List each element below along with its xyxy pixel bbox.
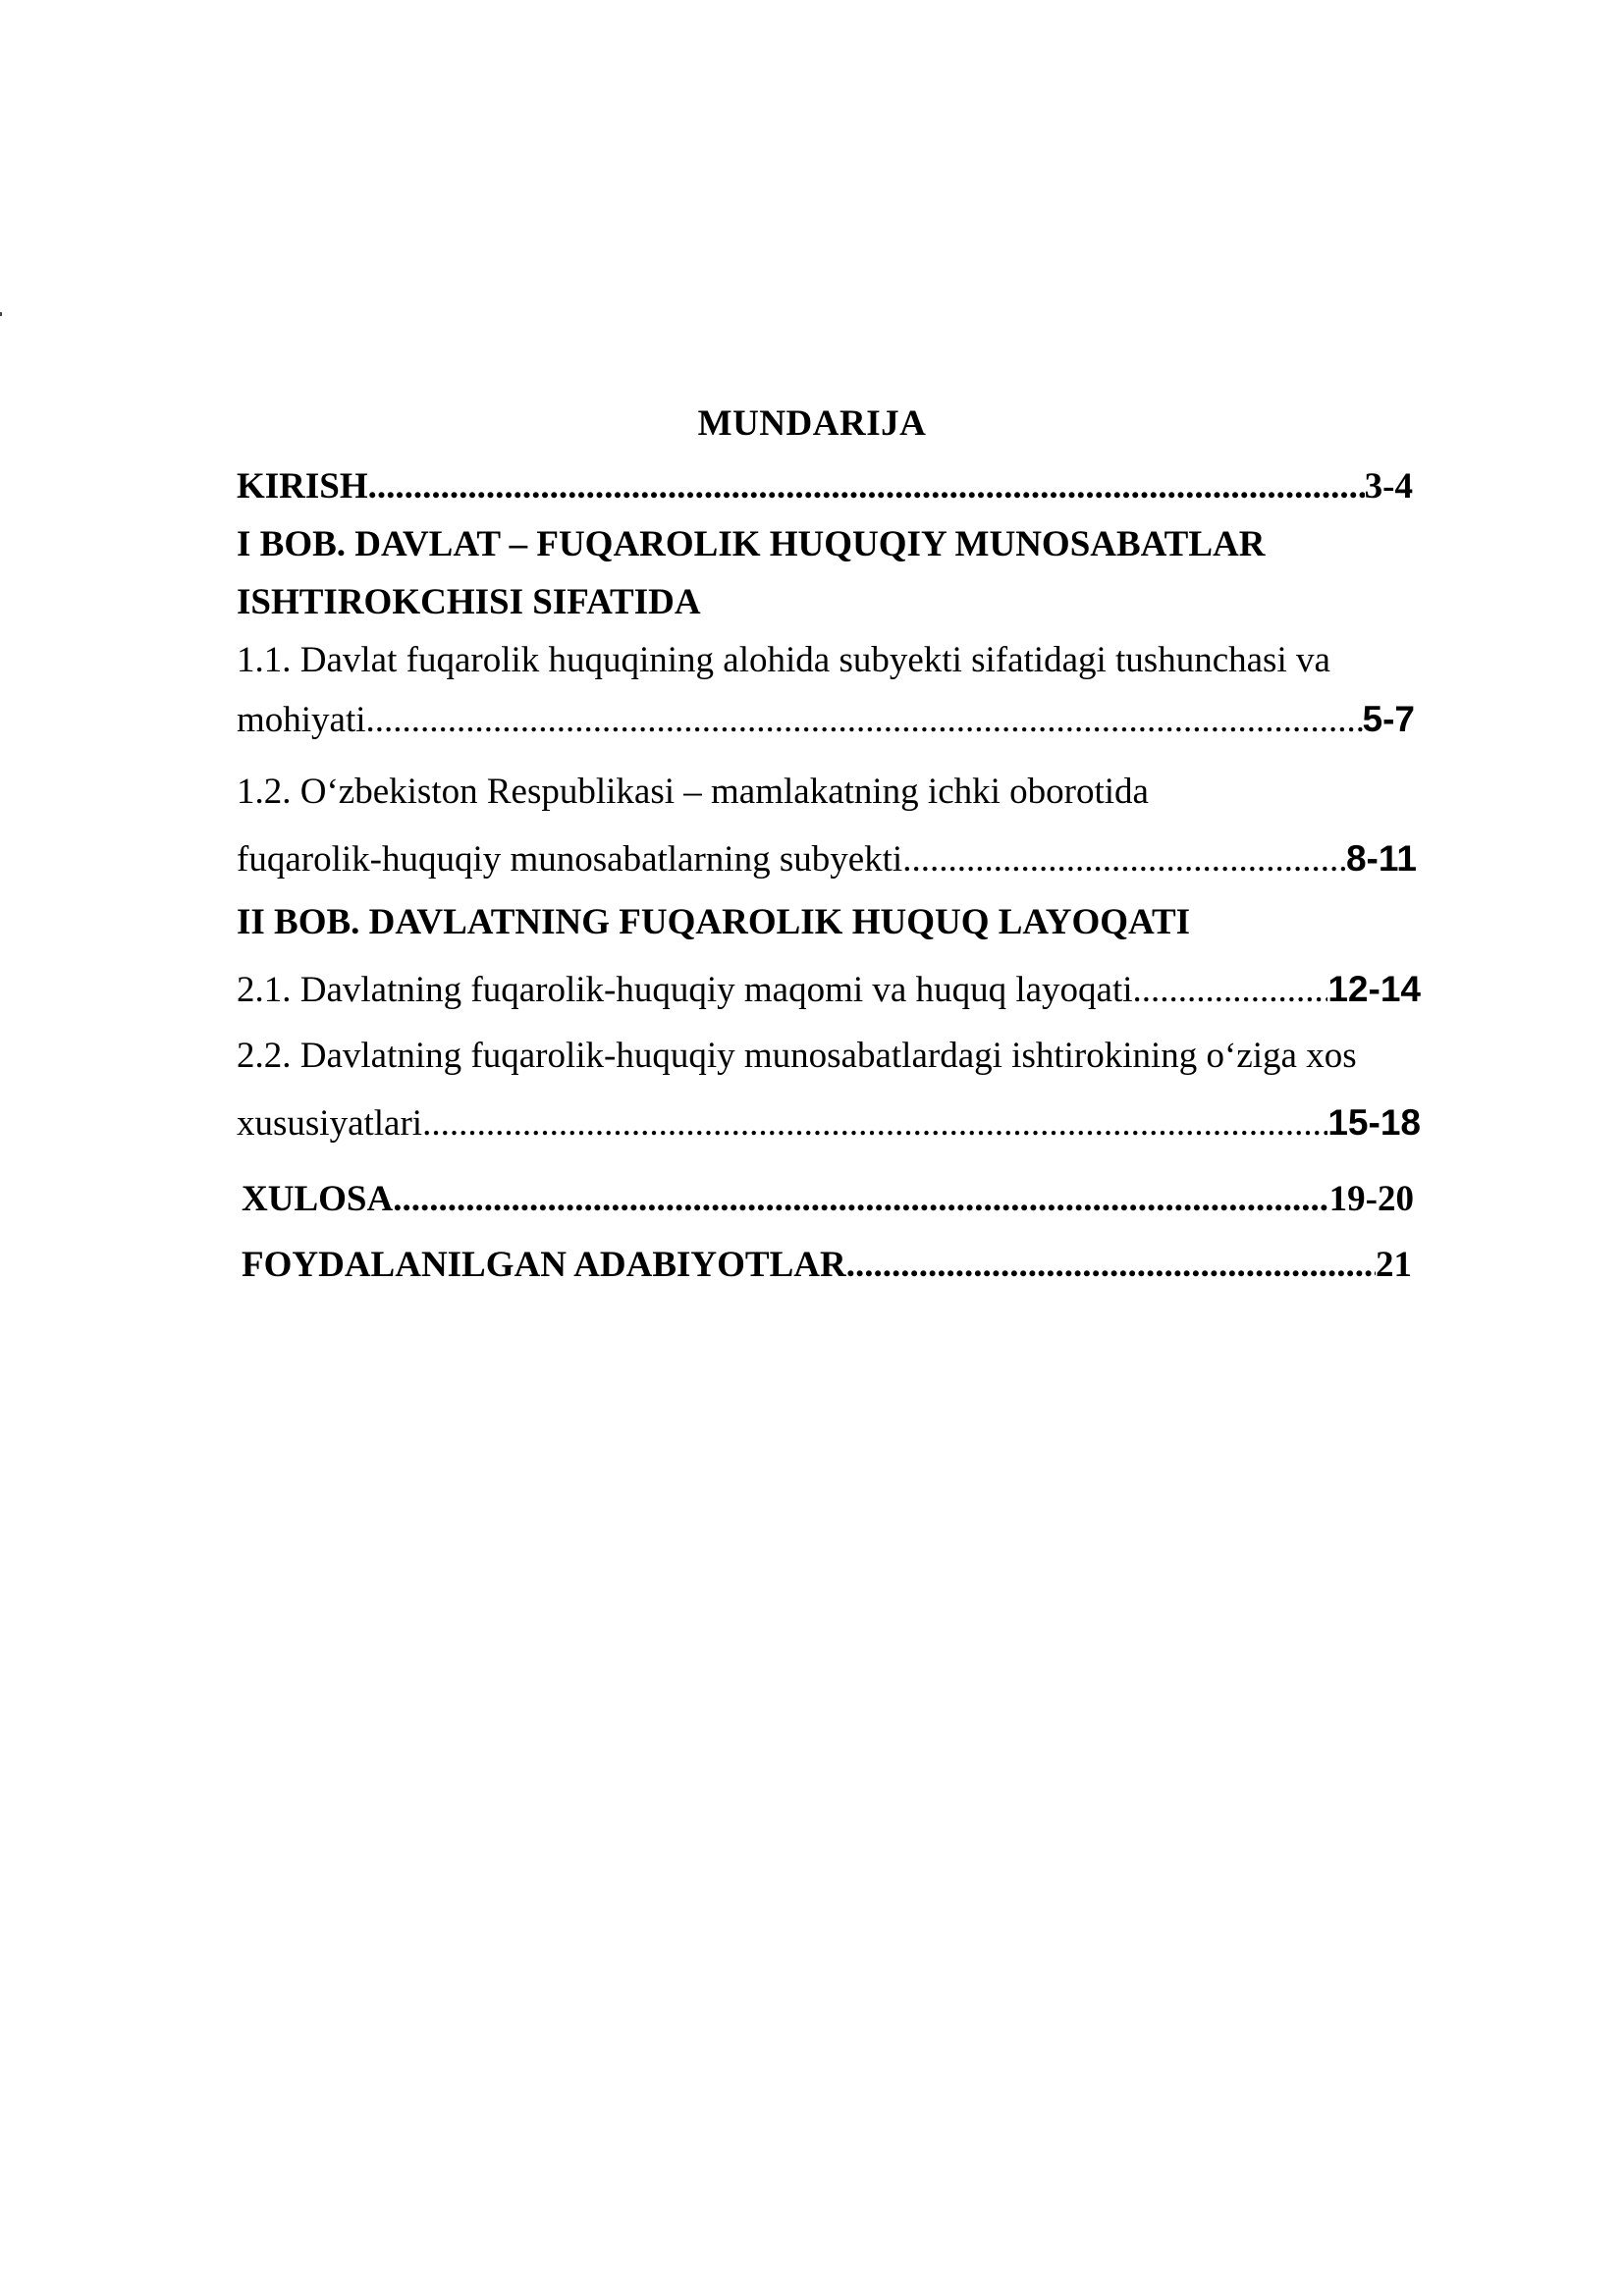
- toc-entry-section-1-1: [237, 701, 1415, 738]
- toc-entry-xulosa: [242, 1181, 1414, 1217]
- entry-pages: 12-14: [1327, 969, 1421, 1009]
- entry-label: FOYDALANILGAN ADABIYOTLAR: [242, 1245, 846, 1285]
- entry-label: KIRISH: [237, 466, 368, 507]
- chapter-1-heading-line2: ISHTIROKCHISI SIFATIDA: [237, 582, 701, 622]
- entry-pages: 8-11: [1345, 838, 1417, 879]
- dot-leader: [846, 1247, 1376, 1283]
- chapter-1-heading-line1: I BOB. DAVLAT – FUQAROLIK HUQUQIY MUNOSABATLAR: [237, 524, 1266, 564]
- entry-pages: 19-20: [1328, 1179, 1414, 1219]
- section-1-1-line1: 1.1. Davlat fuqarolik huquqining alohida subyekti sifatidagi tushunchasi va: [237, 640, 1330, 680]
- entry-pages: 3-4: [1364, 466, 1413, 507]
- entry-pages: 5-7: [1362, 699, 1415, 739]
- toc-entry-references: [242, 1247, 1412, 1283]
- entry-label: XULOSA: [242, 1179, 394, 1219]
- entry-label: xususiyatlari: [237, 1103, 423, 1144]
- toc-title: MUNDARIJA: [697, 403, 927, 444]
- dot-leader: [1133, 972, 1328, 1008]
- entry-pages: 15-18: [1327, 1102, 1421, 1143]
- scan-mark: [0, 312, 2, 316]
- dot-leader: [422, 1105, 1327, 1142]
- toc-entry-section-1-2: [237, 840, 1417, 878]
- entry-label: 2.1. Davlatning fuqarolik-huquqiy maqomi va huquq layoqati: [237, 970, 1133, 1010]
- chapter-2-heading: II BOB. DAVLATNING FUQAROLIK HUQUQ LAYOQATI: [237, 902, 1191, 942]
- section-1-2-line1: 1.2. O‘zbekiston Respublikasi – mamlakatning ichki oborotida: [237, 772, 1149, 812]
- toc-entry-section-2-2: [237, 1104, 1421, 1142]
- toc-entry-section-2-1: [237, 971, 1421, 1008]
- dot-leader: [368, 468, 1365, 505]
- dot-leader: [366, 702, 1363, 738]
- entry-label: mohiyati: [237, 700, 366, 740]
- entry-pages: 21: [1376, 1245, 1412, 1285]
- toc-entry-kirish: [237, 468, 1413, 505]
- dot-leader: [902, 841, 1346, 878]
- entry-label: fuqarolik-huquqiy munosabatlarning subyekti: [237, 839, 903, 880]
- dot-leader: [393, 1181, 1328, 1217]
- section-2-2-line1: 2.2. Davlatning fuqarolik-huquqiy munosabatlardagi ishtirokining o‘ziga xos: [237, 1036, 1357, 1076]
